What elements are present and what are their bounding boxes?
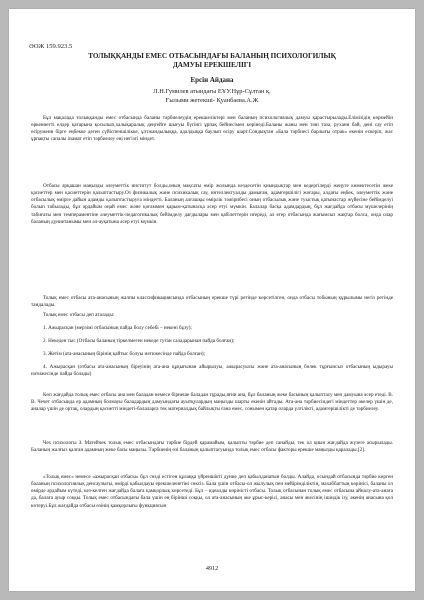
paragraph-5: Көп жағдайда толық емес отбасы ана мен баладан немесе бірнеше баладан тұрады,яғни ана, бұл баланың жеке басының қалыптасу мен дамуына әсер етеді. В. В. Чечет отбасында ер адамның болмауы баладардың дамуындағы ауытқулардың маңызды шарты екенін айтады. Ата-ана тәрбиесіндегі міндеттер әкелер үшін де, аналар үшін де ортақ, олардың қасиетті міндеті-балаларға тек материалдық байлықты ғана емес, сонымен қатар оларда үлгілікті, адамгершілікті де тәрбиелеу.	[31, 392, 393, 413]
paragraph-1: Бұл мақалада толыққанды емес отбасында баланы тәрбиелеудің ерекшеліктері мен баланың психологиялық дамуы қарастырылады.Елімізідің көрмейін өркениетті елдер қатарына қосылып,халықаралық деңгейге шығуы бүгінгі ұрпақ бейнесімен көрінеді.Баланы жаны мен тәні таза, рухани бай, дені сау етіп өсіруменн бірге еңбекке деген сүйіспеншілікке, ұлтжандылыққа, адалдыққа баулып өсіру шарт.Сондықтан «Бала тәрбиесі барлығы отрак» екенін ескеріп, жас ұрпақты сапалы азамат етіп тәрбиелеу еңі негізгі міндет.	[31, 115, 393, 143]
list-item: 2. Некеден тыс (Отбасы баланың тіркелмеген некеде туған саладарынан пайда болған);	[43, 338, 235, 344]
paragraph-3: Толық емес отбасы ата-анасының жалпы классификациясында отбасының ерекше түрі ретінде көрсетілген, онда отбасы тобының құрылымы негіз ретінде таңдалады.	[31, 295, 393, 309]
list-item: 4. Ажырасқан (отбасы ата-анасының біреуінің ата-ана құқығынан айырылуы, ажырасуысы және ата-анасының бөлек тұрғынсыз отбасының ыдырауы нәтижесінде пайда болады)	[31, 364, 393, 378]
paper-title	[29, 52, 395, 69]
paragraph-4: Толық емес отбасы деп аталады:	[43, 312, 115, 318]
paragraph-2: Отбасы әрқашан маңызды әлеуметтік институт болды,оның мақсаты өмір жолында кездесетін қиындықтар мен кедергілерді жеңуге көмектесетін жеке қасиеттер мен қасиеттерін қалыптастыру.Оз физикалық және психикалық сау, интеллектуалды дамыған, адамгершілігі жоғары, алдағы еңбек, әлеуметтік және отбасылық өмірге дайын адамды қалыптастыруға міндетті. Баланың алғашқы өмірлік тәжірибесі оның отбасылық және туыстық қатынастар жүйесіне бейімделуі болып табылады, бұл әрдайым оңай емес және қоғаммен қарым-қатынасқа әсер етуі мүмкін. Балалар басқа адамдардың, бұл жағдайда отбасы мүшелерінің табиғаты мен темпераментіне әлеуметтік-педагогикалық бейімделу дағдылары мен қабілеттерін игереді, ал егер отбасында жағымсыз жақтар болса, онда олар баланың дүниетанымы мен әл-ауқатына әсер етуі мүмкін.	[31, 183, 393, 225]
list-item: 3. Жетім (ата-анасының бірінің қайтыс болуы нәтижесінде пайда болған);	[43, 351, 205, 357]
udc-code: ӘОЖ 159.923.5	[29, 43, 73, 50]
page-number: 4912	[205, 565, 219, 572]
paragraph-7: «Толық емес» немесе «ажырасқан отбасы» бұл сөзді естіген құлаққа үйреншікті дүние деп қабылданатын болды. Алайда, осындай отбасында тәрбие көрген баланың психологиялық денсаулығы, өмірді қабылдауы ерекшеленетіні сөксіз. Бала үшін отбасы-ол жылулық пен мейірімділіктің, махаббаттың көрінісі, баланы ол өмірде әрдайым күтеді, кез-келген жағдайда балаға қамқорлық көрсетеді. Бұл – идеалды көріністі отбасы. Толық отбасынан толық емес отбасына айналу-ата-анаға да, балаға ауыр соққы. Толық емес отбасындағы бала үшін ең бірінші соққы, ол ата-анасының әке ұрыс-керісі, анасы мен әкесінің ішіндік ізу, әкенің анасына қол көтеруі.Бұл жағдайда отбасы өзінің қамқорлығы функциясын	[31, 474, 393, 509]
affiliation: Л.Н.Гумилев атындағы ЕҰУ.Нұр-Сұлтан қ.	[153, 88, 271, 95]
list-item: 1. Ажырасқан (мерзімі отбасының пайда болу себебі – некені бұзу);	[43, 325, 192, 331]
title-line-1: ТОЛЫҚҚАНДЫ ЕМЕС ОТБАСЫНДАҒЫ БАЛАНЫҢ ПСИХОЛОГИЛЫҚ	[88, 52, 336, 60]
document-page	[9, 9, 415, 591]
title-line-2: ДАМУЫ ЕРЕКШЕЛІГІ	[172, 60, 252, 69]
supervisor: Ғылыми жетекші- Қуанбаева.А.Ж	[165, 97, 259, 104]
author-name: Ерсін Айдана	[190, 76, 234, 84]
paragraph-6: Чех психологы З. Матейчек толық емес отбасындағы тәрбие бірдей қарамайым, қалыпты тәрбие деп санайды, тек ол қиын жағдайда жүзеге асырылады. Баланың жалғыз қалған адамның жеке басы маңызы. Тәрбиенің өзі баланың қалыптасуында толық емес отбасы факторы ерекше маңызды қаралады.[2].	[31, 440, 393, 454]
